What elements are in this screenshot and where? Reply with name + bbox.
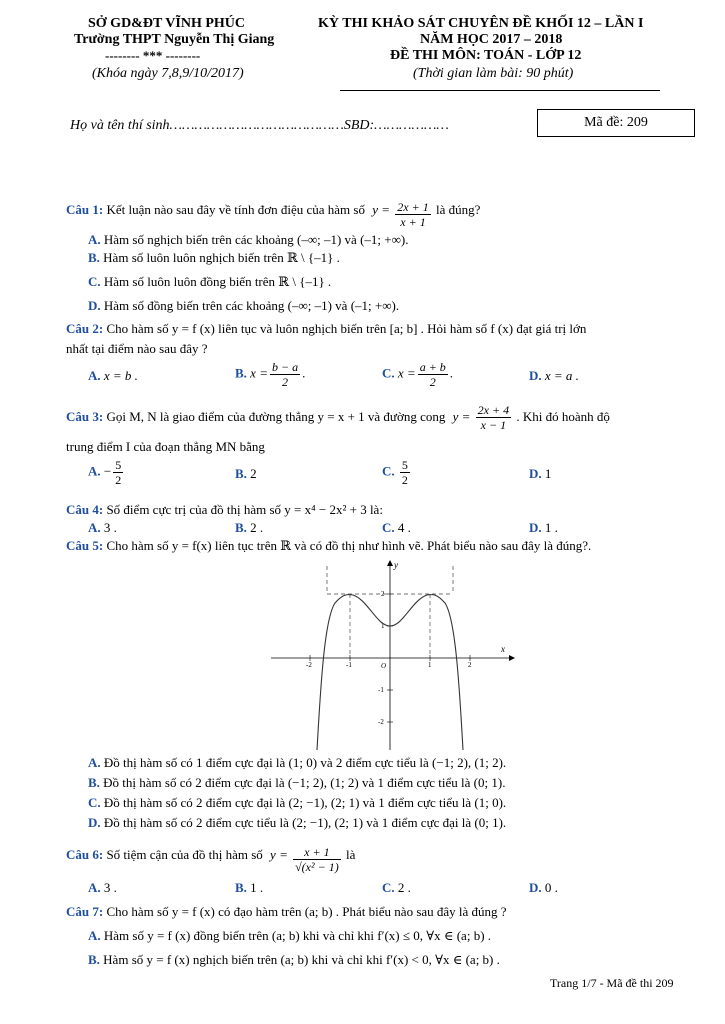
- page-footer: Trang 1/7 - Mã đề thi 209: [550, 976, 674, 990]
- exam-title: KỲ THI KHẢO SÁT CHUYÊN ĐỀ KHỐI 12 – LẦN I: [318, 16, 644, 31]
- tick-y-1: 1: [381, 622, 385, 630]
- x-axis-label: x: [501, 644, 505, 654]
- question-5: [66, 538, 591, 554]
- stars-line: -------- *** --------: [105, 48, 201, 63]
- school-name: Trường THPT Nguyễn Thị Giang: [74, 32, 275, 47]
- q2-label: Câu 2:: [66, 321, 104, 336]
- question-2: [66, 321, 586, 337]
- q1-option-c[interactable]: C. Hàm số luôn luôn đồng biến trên ℝ \ {–1} .: [88, 274, 332, 289]
- q3-y: y =: [452, 409, 471, 424]
- q6-option-c[interactable]: C. 2 .: [382, 880, 411, 895]
- q3-option-a[interactable]: A. − $\frac{5}{2}$: [88, 458, 122, 487]
- q4-option-d[interactable]: D. 1 .: [529, 520, 558, 535]
- q3-label: Câu 3:: [66, 409, 104, 424]
- q2-option-a[interactable]: A. x = b .: [88, 368, 138, 383]
- question-3: [66, 403, 610, 432]
- q7-text: Cho hàm số y = f (x) có đạo hàm trên (a; b) . Phát biểu nào sau đây là đúng ?: [106, 904, 507, 919]
- tick-x-neg1: -1: [346, 661, 352, 669]
- q5-option-d[interactable]: D. Đồ thị hàm số có 2 điểm cực tiểu là (2; −1), (2; 1) và 1 điểm cực đại là (0; 1).: [88, 815, 507, 830]
- school-year: NĂM HỌC 2017 – 2018: [420, 32, 563, 47]
- q6-option-b[interactable]: B. 1 .: [235, 880, 264, 895]
- student-info-line: Họ và tên thí sinh……………………………………SBD:………………: [70, 118, 449, 133]
- exam-date: (Khóa ngày 7,8,9/10/2017): [92, 66, 244, 81]
- q6-option-a[interactable]: A. 3 .: [88, 880, 117, 895]
- q4-option-c[interactable]: C. 4 .: [382, 520, 411, 535]
- q3-option-b[interactable]: B. 2: [235, 466, 257, 481]
- q6-option-d[interactable]: D. 0 .: [529, 880, 558, 895]
- tick-x-1: 1: [428, 661, 432, 669]
- q5-function-graph: [265, 558, 515, 752]
- q4-text: Số điểm cực trị của đồ thị hàm số y = x⁴ − 2x² + 3 là:: [106, 502, 383, 517]
- q4-option-b[interactable]: B. 2 .: [235, 520, 264, 535]
- q2-text-line2: nhất tại điểm nào sau đây ?: [66, 341, 208, 356]
- tick-y-2: 2: [381, 590, 385, 598]
- question-7: [66, 904, 507, 920]
- q5-label: Câu 5:: [66, 538, 104, 553]
- q2-option-d[interactable]: D. x = a .: [529, 368, 579, 383]
- q3-option-d[interactable]: D. 1: [529, 466, 552, 481]
- q6-label: Câu 6:: [66, 847, 104, 862]
- q2-option-c[interactable]: C. x = $\frac{a + b}{2}$ .: [382, 360, 454, 389]
- q3-text: Gọi M, N là giao điểm của đường thẳng y = x + 1 và đường cong: [106, 409, 446, 424]
- q5-option-b[interactable]: B. Đồ thị hàm số có 2 điểm cực đại là (−1; 2), (1; 2) và 1 điểm cực tiểu là (0; 1).: [88, 775, 506, 790]
- q1-label: Câu 1:: [66, 202, 104, 217]
- q1-text-end: là đúng?: [435, 202, 481, 217]
- exam-subject: ĐỀ THI MÔN: TOÁN - LỚP 12: [390, 48, 582, 63]
- q1-y: y =: [372, 202, 391, 217]
- dept-name: SỞ GD&ĐT VĨNH PHÚC: [88, 16, 246, 31]
- q2-text: Cho hàm số y = f (x) liên tục và luôn nghịch biến trên [a; b] . Hỏi hàm số f (x) đạt giá trị lớn: [106, 321, 587, 336]
- q1-option-d[interactable]: D. Hàm số đồng biến trên các khoảng (–∞; –1) và (–1; +∞).: [88, 298, 400, 313]
- q6-text: Số tiệm cận của đồ thị hàm số: [106, 847, 263, 862]
- q3-text-line2: trung điểm I của đoạn thẳng MN bằng: [66, 439, 265, 454]
- q5-option-c[interactable]: C. Đồ thị hàm số có 2 điểm cực đại là (2; −1), (2; 1) và 1 điểm cực tiểu là (1; 0).: [88, 795, 507, 810]
- exam-time: (Thời gian làm bài: 90 phút): [413, 66, 574, 81]
- q1-option-b[interactable]: B. Hàm số luôn luôn nghịch biến trên ℝ \ {–1} .: [88, 250, 340, 265]
- question-6: [66, 845, 355, 874]
- q4-option-a[interactable]: A. 3 .: [88, 520, 117, 535]
- q7-label: Câu 7:: [66, 904, 104, 919]
- q1-option-a[interactable]: A. Hàm số nghịch biến trên các khoảng (–∞; –1) và (–1; +∞).: [88, 232, 409, 247]
- question-4: [66, 502, 383, 518]
- q5-option-a[interactable]: A. Đồ thị hàm số có 1 điểm cực đại là (1; 0) và 2 điểm cực tiểu là (−1; 2), (1; 2).: [88, 755, 507, 770]
- q3-option-c[interactable]: C. $\frac{5}{2}$: [382, 458, 408, 487]
- header-rule: [340, 90, 660, 91]
- q7-option-b[interactable]: B. Hàm số y = f (x) nghịch biến trên (a; b) khi và chỉ khi f′(x) < 0, ∀x ∈ (a; b) .: [88, 952, 500, 967]
- q2-option-b[interactable]: B. x = $\frac{b - a}{2}$ .: [235, 360, 306, 389]
- y-axis-label: y: [394, 560, 398, 570]
- q4-label: Câu 4:: [66, 502, 104, 517]
- question-1: [66, 200, 480, 229]
- q6-text-end: là: [345, 847, 356, 862]
- q3-text-end: . Khi đó hoành độ: [516, 409, 610, 424]
- tick-x-2: 2: [468, 661, 472, 669]
- origin-label: O: [381, 662, 387, 670]
- q1-fraction: $\frac{2x + 1}{x + 1}$: [397, 200, 429, 229]
- q6-y: y =: [270, 847, 288, 862]
- tick-y-neg2: -2: [378, 718, 384, 726]
- y-axis-arrow-icon: [387, 560, 393, 566]
- exam-code-box: [537, 109, 695, 137]
- tick-y-neg1: -1: [378, 686, 384, 694]
- x-axis-arrow-icon: [509, 655, 515, 661]
- q3-fraction: $\frac{2x + 4}{x - 1}$: [477, 403, 510, 432]
- exam-code: Mã đề: 209: [584, 115, 648, 130]
- q7-option-a[interactable]: A. Hàm số y = f (x) đồng biến trên (a; b) khi và chỉ khi f′(x) ≤ 0, ∀x ∈ (a; b) .: [88, 928, 492, 943]
- q5-text: Cho hàm số y = f(x) liên tục trên ℝ và có đồ thị như hình vẽ. Phát biểu nào sau đây là đúng?.: [106, 538, 592, 553]
- q1-text: Kết luận nào sau đây về tính đơn điệu của hàm số: [106, 202, 365, 217]
- q6-fraction: $\frac{x + 1}{\text{√(x² − 1)}}$: [295, 845, 339, 874]
- tick-x-neg2: -2: [306, 661, 312, 669]
